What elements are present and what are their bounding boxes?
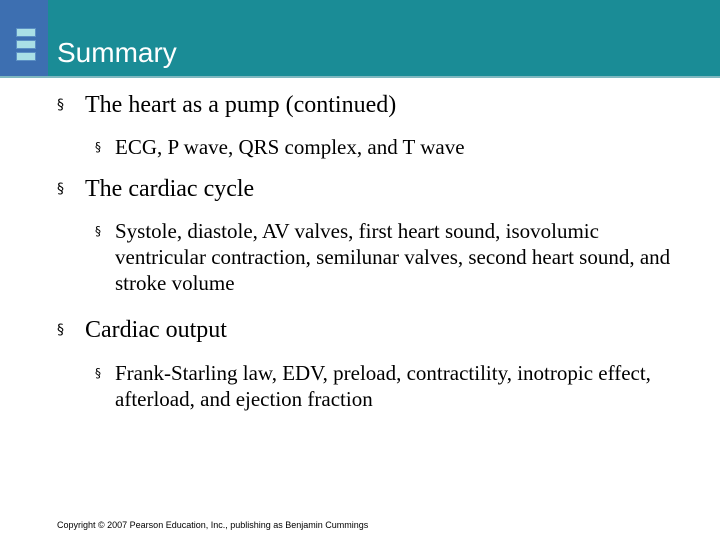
bullet-text: The heart as a pump (continued) [85,92,397,118]
bullet-text: The cardiac cycle [85,176,255,202]
bullet-marker-icon: § [95,366,101,380]
slide-title: Summary [57,37,177,68]
bullet-heart-pump [57,91,396,119]
bullet-marker-icon: § [95,224,101,238]
bullet-marker-icon: § [57,97,64,113]
bullet-cardiac-cycle [57,175,254,203]
bullet-marker-icon: § [57,181,64,197]
bullet-marker-icon: § [95,140,101,154]
bullet-marker-icon: § [57,322,64,338]
bullet-text: Cardiac output [85,317,227,343]
logo-bar-bottom [16,52,36,61]
title-divider [0,76,720,78]
stacked-bars-logo-icon [0,0,48,76]
sub-bullet-text: Frank-Starling law, EDV, preload, contractility, inotropic effect, afterload, and ejection fraction [115,361,651,411]
sub-bullet-ecg [95,134,695,160]
logo-bar-top [16,28,36,37]
sub-bullet-text: Systole, diastole, AV valves, first heart sound, isovolumic ventricular contraction, semilunar valves, second heart sound, and stroke volume [115,219,671,295]
sub-bullet-systole [95,218,695,296]
copyright-footer: Copyright © 2007 Pearson Education, Inc., publishing as Benjamin Cummings [57,520,369,530]
bullet-cardiac-output [57,316,227,344]
sub-bullet-text: ECG, P wave, QRS complex, and T wave [115,135,465,159]
sub-bullet-frank-starling [95,360,695,412]
logo-bar-middle [16,40,36,49]
